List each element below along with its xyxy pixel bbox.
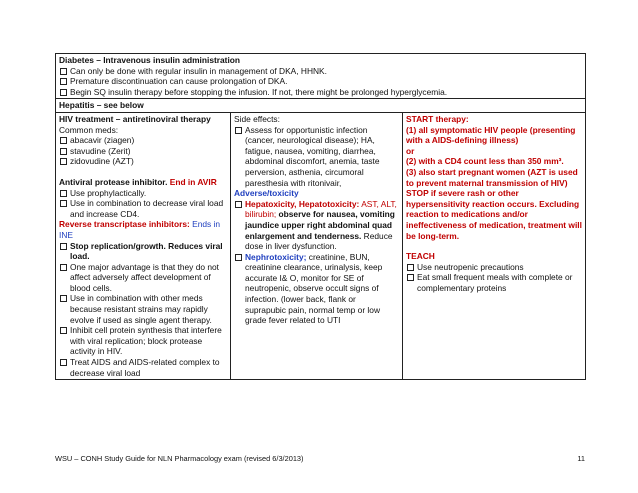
checkbox-icon xyxy=(60,200,67,207)
list-item: stavudine (Zerit) xyxy=(59,146,227,157)
page-number: 11 xyxy=(577,454,585,463)
checkbox-icon xyxy=(60,78,67,85)
list-item: Use neutropenic precautions xyxy=(406,262,582,273)
protease-heading: Antiviral protease inhibitor. End in AVIR xyxy=(59,176,217,187)
checkbox-icon xyxy=(60,264,67,271)
list-item: Assess for opportunistic infection (cancer, neurological disease); HA, fatigue, nausea, vomiting, diarrhea, abdominal discomfort, anemia, taste perversion, asthenia, circumoral paresthesia with ritonivair, xyxy=(234,125,399,189)
protease-list xyxy=(59,188,227,220)
teach-label: TEACH xyxy=(406,251,435,262)
checkbox-icon xyxy=(235,254,242,261)
checkbox-icon xyxy=(60,243,67,250)
list-item: Begin SQ insulin therapy before stopping the infusion. If not, there might be prolonged hyperglycemia. xyxy=(59,87,582,98)
start-therapy-line: (2) with a CD4 count less than 350 mm³. xyxy=(406,156,564,167)
page-footer xyxy=(55,454,585,465)
hepatitis-row xyxy=(56,99,586,113)
diabetes-cell xyxy=(56,54,586,99)
checkbox-icon xyxy=(235,127,242,134)
list-item: Use prophylactically. xyxy=(59,188,227,199)
start-therapy-line: STOP if severe rash or other hypersensitivity reaction occurs. Excluding reaction to medications and/or ineffectiveness of medication, treatment will be long-term. xyxy=(406,188,582,241)
start-therapy-line: (3) also start pregnant women (AZT is used to prevent maternal transmission of HIV) xyxy=(406,166,578,188)
list-item: One major advantage is that they do not affect adversely affect development of blood cells. xyxy=(59,262,227,294)
list-item: zidovudine (AZT) xyxy=(59,156,227,167)
checkbox-icon xyxy=(407,274,414,281)
list-item: Nephrotoxicity; creatinine, BUN, creatinine clearance, urinalysis, keep accurate I& O, monitor for SE of neutropenic, observe occult signs of infection. (lower back, flank or suprapubic pain, normal temp or low grade fever related to UTI xyxy=(234,252,399,326)
list-item: Use in combination to decrease viral load and increase CD4. xyxy=(59,198,227,219)
list-item: Eat small frequent meals with complete or complementary proteins xyxy=(406,272,582,293)
list-item: Inhibit cell protein synthesis that interfere with viral replication; block protease activity in HIV. xyxy=(59,325,227,357)
checkbox-icon xyxy=(60,327,67,334)
list-item: Hepatoxicity, Hepatotoxicity: AST, ALT, bilirubin; observe for nausea, vomiting jaundice upper right abdominal quad enlargement and tenderness. Reduce dose in liver dysfunction. xyxy=(234,199,399,252)
adverse-label: Adverse/toxicity xyxy=(234,188,299,199)
diabetes-list xyxy=(59,66,582,98)
checkbox-icon xyxy=(60,359,67,366)
start-therapy-cell xyxy=(403,112,586,379)
list-item: Stop replication/growth. Reduces viral load. xyxy=(59,241,227,262)
list-item: Treat AIDS and AIDS-related complex to decrease viral load xyxy=(59,357,227,378)
start-therapy-line: (1) all symptomatic HIV people (presenting with a AIDS-defining illness) xyxy=(406,124,576,146)
checkbox-icon xyxy=(60,190,67,197)
checkbox-icon xyxy=(60,295,67,302)
side-effects-label: Side effects: xyxy=(234,113,280,124)
rti-list xyxy=(59,241,227,379)
list-item: Use in combination with other meds because resistant strains may rapidly evolve if used as single agent therapy. xyxy=(59,293,227,325)
checkbox-icon xyxy=(60,148,67,155)
start-therapy-line: or xyxy=(406,145,415,156)
list-item: Premature discontinuation can cause prolongation of DKA. xyxy=(59,76,582,87)
side-effects-list xyxy=(234,125,399,189)
checkbox-icon xyxy=(235,201,242,208)
common-meds-list xyxy=(59,135,227,167)
checkbox-icon xyxy=(60,158,67,165)
adverse-list xyxy=(234,199,399,326)
start-therapy-heading: START therapy: xyxy=(406,113,469,124)
common-meds-label: Common meds: xyxy=(59,124,119,135)
hepatitis-heading: Hepatitis – see below xyxy=(56,99,586,113)
teach-list xyxy=(406,262,582,294)
list-item: abacavir (ziagen) xyxy=(59,135,227,146)
hiv-row xyxy=(56,112,586,379)
side-effects-cell xyxy=(231,112,403,379)
hiv-heading: HIV treatment – antiretinoviral therapy xyxy=(59,113,211,124)
checkbox-icon xyxy=(60,89,67,96)
checkbox-icon xyxy=(60,137,67,144)
rti-heading: Reverse transcriptase inhibitors: Ends in INE xyxy=(59,219,221,240)
diabetes-row xyxy=(56,54,586,99)
hiv-treatment-cell xyxy=(56,112,231,379)
footer-text: WSU – CONH Study Guide for NLN Pharmacology exam (revised 6/3/2013) xyxy=(55,454,304,463)
study-guide-table xyxy=(55,53,586,380)
checkbox-icon xyxy=(60,68,67,75)
list-item: Can only be done with regular insulin in management of DKA, HHNK. xyxy=(59,66,582,77)
diabetes-heading: Diabetes – Intravenous insulin administration xyxy=(59,55,241,65)
checkbox-icon xyxy=(407,264,414,271)
